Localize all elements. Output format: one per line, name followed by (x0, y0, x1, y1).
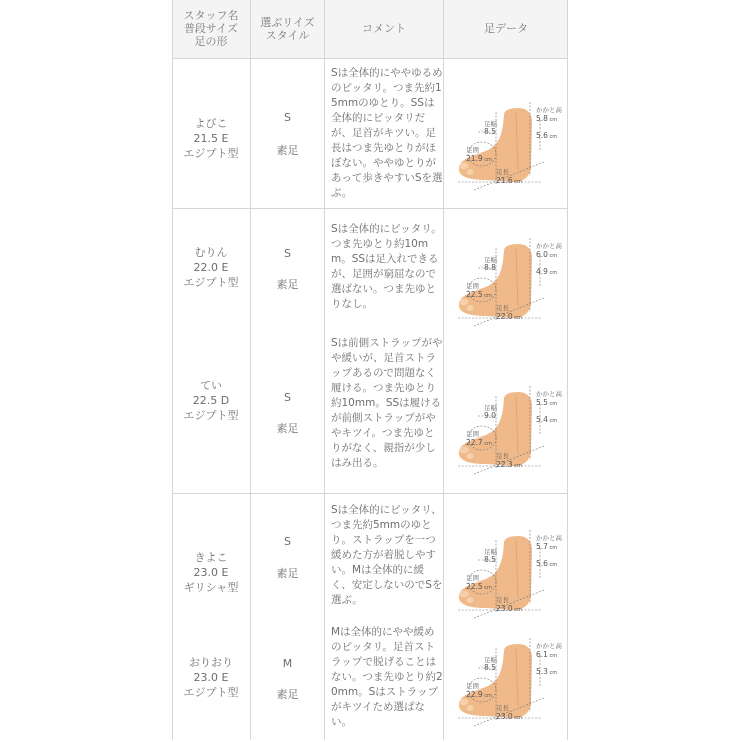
style-value: 素足 (276, 688, 299, 701)
width-label: 足幅 (484, 256, 497, 264)
comment-text: Sは全体的にピッタリ。つま先ゆとり約10mm。SSは足入れできるが、足囲が窮屈なので選ばない。つま先ゆとりなし。 (331, 223, 442, 310)
header-size (251, 16, 324, 42)
width-value: 8.5 (484, 663, 496, 672)
length-value: 21.6 cm (496, 176, 522, 185)
foot-shape: エジプト型 (183, 686, 239, 699)
width-label: 足幅 (484, 656, 497, 664)
height-label: かかと高 (536, 534, 562, 542)
foot-data (456, 228, 562, 338)
foot-data (456, 628, 562, 738)
staff-name: きよこ (194, 551, 228, 564)
height-label: かかと高 (536, 242, 562, 250)
height-label: かかと高 (536, 642, 562, 650)
instep-value: 5.3 cm (536, 667, 558, 676)
foot-data (456, 92, 562, 202)
length-label: 足長 (496, 704, 509, 712)
width-value: 8.5 (484, 555, 496, 564)
usual-size: 22.5 D (192, 394, 230, 407)
height-value: 5.8 cm (536, 114, 558, 123)
height-value: 5.7 cm (536, 542, 558, 551)
header-comment: コメント (362, 22, 406, 35)
foot-diagram (456, 520, 562, 630)
instep-value: 4.9 cm (536, 267, 558, 276)
usual-size: 23.0 E (193, 671, 229, 684)
comment-text: Mは全体的にやや緩めのピッタリ。足首ストラップで脱げることはない。つま先ゆとり約20mm。Sはストラップがキツイため選ばない。 (331, 626, 443, 728)
chosen-size: S (284, 535, 291, 548)
girth-value: 22.5 cm (466, 290, 492, 299)
comment-text: Sは前側ストラップがやや緩いが、足首ストラップあるので問題なく履ける。つま先ゆとり約10mm。SSは履けるが前側ストラップがややキツイ。つま先ゆとりがなく、親指が少しはみ出る。 (331, 337, 443, 469)
foot-shape: ギリシャ型 (183, 581, 239, 594)
chosen-size: S (284, 391, 291, 404)
chosen-size: M (282, 657, 293, 670)
foot-shape: エジプト型 (183, 409, 239, 422)
length-value: 22.0 cm (496, 312, 522, 321)
girth-label: 足囲 (466, 282, 479, 290)
girth-value: 22.9 cm (466, 690, 492, 699)
header-staff-line3: 足の形 (194, 35, 228, 48)
staff-name: むりん (194, 246, 228, 259)
width-value: 8.5 (484, 127, 496, 136)
header-staff-line2: 普段サイズ (183, 22, 239, 35)
usual-size: 23.0 E (193, 566, 229, 579)
height-label: かかと高 (536, 106, 562, 114)
chosen-size: S (284, 111, 291, 124)
length-value: 23.0 cm (496, 604, 522, 613)
length-label: 足長 (496, 596, 509, 604)
staff-name: よびこ (194, 117, 228, 130)
girth-label: 足囲 (466, 682, 479, 690)
comment-text: Sは全体的にピッタリ、つま先約5mmのゆとり。ストラップを一つ緩めた方が着脱しやすい。Mは全体的に緩く、安定しないのでSを選ぶ。 (331, 504, 443, 606)
size-comparison-table (172, 0, 568, 740)
style-value: 素足 (276, 422, 299, 435)
foot-diagram (456, 376, 562, 486)
staff-cell (172, 378, 250, 423)
staff-cell (172, 550, 250, 595)
height-value: 5.5 cm (536, 398, 558, 407)
width-label: 足幅 (484, 548, 497, 556)
width-value: 9.0 (484, 411, 496, 420)
width-label: 足幅 (484, 404, 497, 412)
instep-value: 5.4 cm (536, 415, 558, 424)
girth-value: 22.7 cm (466, 438, 492, 447)
instep-value: 5.6 cm (536, 559, 558, 568)
header-foot: 足データ (484, 22, 528, 35)
length-value: 22.3 cm (496, 460, 522, 469)
header-size-line2: スタイル (265, 29, 310, 42)
length-label: 足長 (496, 452, 509, 460)
usual-size: 21.5 E (193, 132, 229, 145)
length-label: 足長 (496, 304, 509, 312)
comment-text: Sは全体的にややゆるめのピッタリ。つま先約15mmのゆとり。SSは全体的にピッタリだが、足首がキツい。足長はつま先ゆとりがほぼない。ややゆとりがあって歩きやすいSを選ぶ。 (331, 67, 443, 199)
style-value: 素足 (276, 144, 299, 157)
width-label: 足幅 (484, 120, 497, 128)
header-staff (172, 9, 250, 48)
staff-name: てい (200, 379, 222, 392)
foot-diagram (456, 92, 562, 202)
header-staff-line1: スタッフ名 (183, 9, 239, 22)
length-label: 足長 (496, 168, 509, 176)
foot-diagram (456, 628, 562, 738)
style-value: 素足 (276, 278, 299, 291)
staff-cell (172, 245, 250, 290)
height-value: 6.0 cm (536, 250, 558, 259)
length-value: 23.0 cm (496, 712, 522, 721)
style-value: 素足 (276, 567, 299, 580)
staff-name: おりおり (189, 656, 233, 669)
girth-value: 22.5 cm (466, 582, 492, 591)
foot-data (456, 376, 562, 486)
height-label: かかと高 (536, 390, 562, 398)
usual-size: 22.0 E (193, 261, 229, 274)
height-value: 6.1 cm (536, 650, 558, 659)
header-size-line1: 選ぶリイズ (260, 16, 315, 29)
foot-shape: エジプト型 (183, 147, 239, 160)
foot-data (456, 520, 562, 630)
girth-label: 足囲 (466, 574, 479, 582)
chosen-size: S (284, 247, 291, 260)
width-value: 8.8 (484, 263, 496, 272)
girth-label: 足囲 (466, 146, 479, 154)
girth-value: 21.9 cm (466, 154, 492, 163)
girth-label: 足囲 (466, 430, 479, 438)
foot-shape: エジプト型 (183, 276, 239, 289)
staff-cell (172, 116, 250, 161)
foot-diagram (456, 228, 562, 338)
staff-cell (172, 655, 250, 700)
instep-value: 5.6 cm (536, 131, 558, 140)
